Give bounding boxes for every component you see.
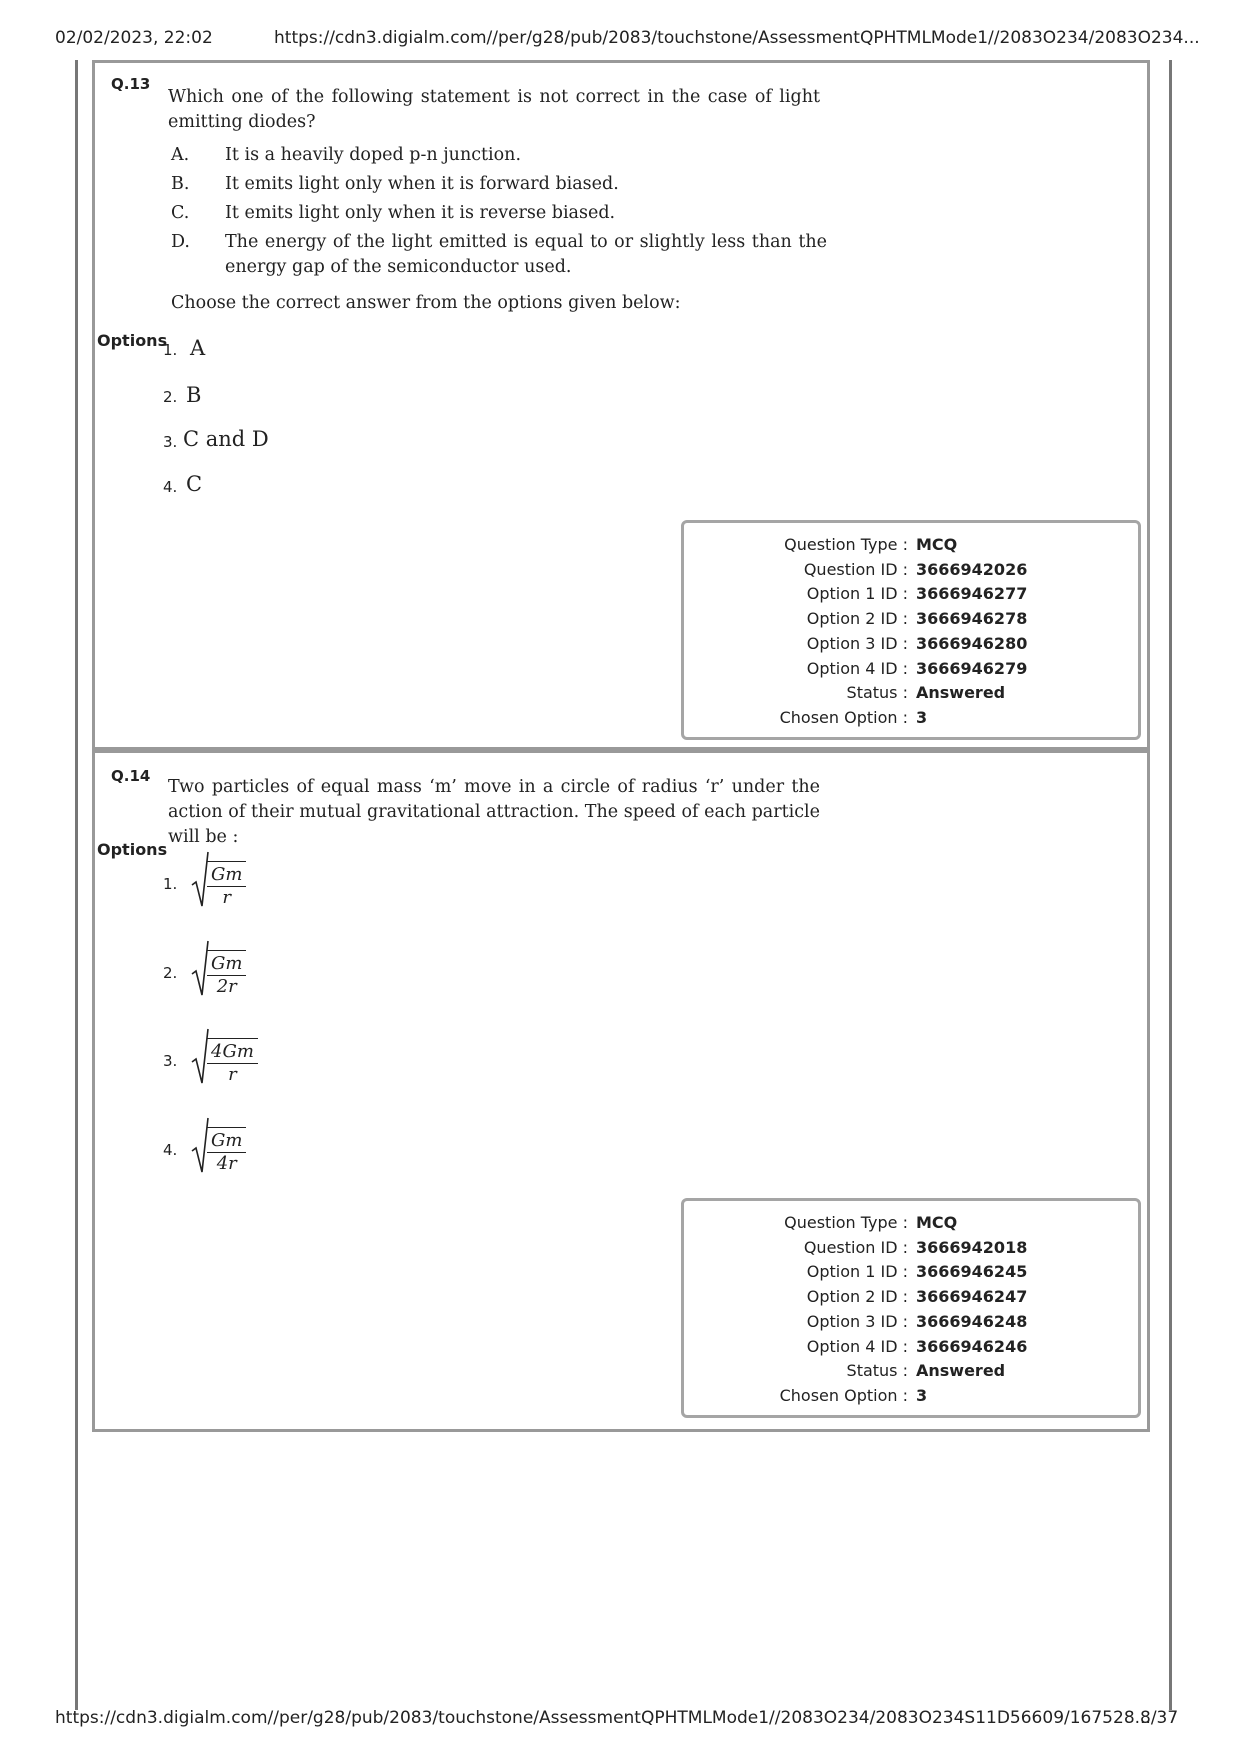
option-1-formula: [191, 851, 246, 909]
header-datetime: 02/02/2023, 22:02: [55, 28, 213, 48]
statement-text: The energy of the light emitted is equal to or slightly less than the energy gap of the semiconductor used.: [225, 232, 827, 277]
fraction-denominator: r: [222, 887, 232, 908]
info-row-question-id: [684, 1235, 1138, 1260]
info-row-option-2-id: [684, 606, 1138, 631]
info-label: Option 1 ID :: [806, 584, 908, 603]
info-row-option-2-id: [684, 1284, 1138, 1309]
statement-letter: B.: [171, 174, 190, 194]
statement-letter: A.: [171, 145, 190, 165]
statement-text: It is a heavily doped p-n junction.: [225, 145, 522, 165]
info-label: Option 4 ID :: [806, 659, 908, 678]
option-2-number: 2.: [163, 964, 178, 982]
info-label: Question ID :: [803, 1238, 908, 1257]
info-row-status: [684, 1358, 1138, 1383]
statement-letter: C.: [171, 203, 190, 223]
option-3-formula: [191, 1028, 258, 1086]
info-row-option-1-id: [684, 581, 1138, 606]
page-border-right: [1169, 60, 1172, 1710]
info-row-status: [684, 680, 1138, 705]
option-1-text: A: [190, 336, 206, 360]
answer-instruction: Choose the correct answer from the options given below:: [171, 293, 681, 313]
question-text: Which one of the following statement is not correct in the case of light emitting diodes?: [168, 87, 820, 132]
option-2-formula: [191, 940, 246, 998]
fraction-numerator: 4Gm: [207, 1041, 258, 1064]
options-label: Options: [97, 840, 168, 859]
info-row-question-type: [684, 1210, 1138, 1235]
question-number: Q.14: [111, 767, 151, 785]
question-info-box: [681, 520, 1141, 740]
option-4-formula: [191, 1117, 246, 1175]
fraction-numerator: Gm: [207, 1130, 246, 1153]
info-label: Question Type :: [784, 535, 908, 554]
info-label: Question ID :: [803, 560, 908, 579]
info-label: Status :: [846, 1361, 908, 1380]
info-value: 3666946247: [916, 1287, 1028, 1306]
fraction-denominator: 2r: [216, 976, 237, 997]
info-value: MCQ: [916, 535, 958, 554]
info-value: 3666942026: [916, 560, 1028, 579]
info-value: 3666946280: [916, 634, 1028, 653]
option-3-number: 3.: [163, 1052, 178, 1070]
info-row-chosen-option: [684, 705, 1138, 730]
option-3-number: 3.: [163, 433, 178, 451]
info-value: 3: [916, 1386, 928, 1405]
info-value: 3666946248: [916, 1312, 1028, 1331]
info-label: Option 3 ID :: [806, 634, 908, 653]
info-row-option-4-id: [684, 1334, 1138, 1359]
info-value: 3666946246: [916, 1337, 1028, 1356]
info-label: Option 2 ID :: [806, 609, 908, 628]
info-row-question-id: [684, 557, 1138, 582]
question-text: Two particles of equal mass ‘m’ move in a circle of radius ‘r’ under the action of their mutual gravitational attraction. The speed of each particle will be :: [168, 777, 820, 847]
option-2-number: 2.: [163, 388, 178, 406]
statement-text: It emits light only when it is forward biased.: [225, 174, 619, 194]
info-value: 3: [916, 708, 928, 727]
header-url: https://cdn3.digialm.com//per/g28/pub/2083/touchstone/AssessmentQPHTMLMode1//2083O234/2083O234...: [274, 28, 1200, 48]
footer-page-number: 8/37: [1140, 1708, 1179, 1728]
info-value: 3666946245: [916, 1262, 1028, 1281]
question-panel-13: [92, 60, 1150, 750]
info-label: Chosen Option :: [779, 1386, 908, 1405]
option-2-text: B: [186, 383, 202, 407]
info-label: Chosen Option :: [779, 708, 908, 727]
fraction-denominator: 4r: [216, 1153, 237, 1174]
info-value: 3666942018: [916, 1238, 1028, 1257]
fraction-numerator: Gm: [207, 953, 246, 976]
info-row-question-type: [684, 532, 1138, 557]
info-value: Answered: [916, 683, 1006, 702]
info-row-chosen-option: [684, 1383, 1138, 1408]
page-border-left: [75, 60, 78, 1710]
info-row-option-4-id: [684, 656, 1138, 681]
statement-letter: D.: [171, 232, 190, 252]
info-row-option-3-id: [684, 631, 1138, 656]
info-label: Status :: [846, 683, 908, 702]
option-4-text: C: [186, 472, 203, 496]
info-row-option-3-id: [684, 1309, 1138, 1334]
info-label: Option 4 ID :: [806, 1337, 908, 1356]
info-value: 3666946278: [916, 609, 1028, 628]
fraction-denominator: r: [228, 1064, 237, 1085]
option-1-number: 1.: [163, 341, 178, 359]
info-value: 3666946277: [916, 584, 1028, 603]
info-label: Option 3 ID :: [806, 1312, 908, 1331]
option-4-number: 4.: [163, 1141, 178, 1159]
info-value: MCQ: [916, 1213, 958, 1232]
options-label: Options: [97, 331, 168, 350]
info-label: Option 1 ID :: [806, 1262, 908, 1281]
info-value: 3666946279: [916, 659, 1028, 678]
option-3-text: C and D: [183, 427, 269, 451]
question-number: Q.13: [111, 75, 151, 93]
statement-text: It emits light only when it is reverse biased.: [225, 203, 616, 223]
footer-url: https://cdn3.digialm.com//per/g28/pub/2083/touchstone/AssessmentQPHTMLMode1//2083O234/2083O234S11D56609/167528...: [55, 1708, 1151, 1728]
info-value: Answered: [916, 1361, 1006, 1380]
option-4-number: 4.: [163, 478, 178, 496]
info-row-option-1-id: [684, 1259, 1138, 1284]
info-label: Question Type :: [784, 1213, 908, 1232]
question-info-box: [681, 1198, 1141, 1418]
question-panel-14: [92, 750, 1150, 1432]
fraction-numerator: Gm: [207, 864, 246, 887]
info-label: Option 2 ID :: [806, 1287, 908, 1306]
option-1-number: 1.: [163, 875, 178, 893]
